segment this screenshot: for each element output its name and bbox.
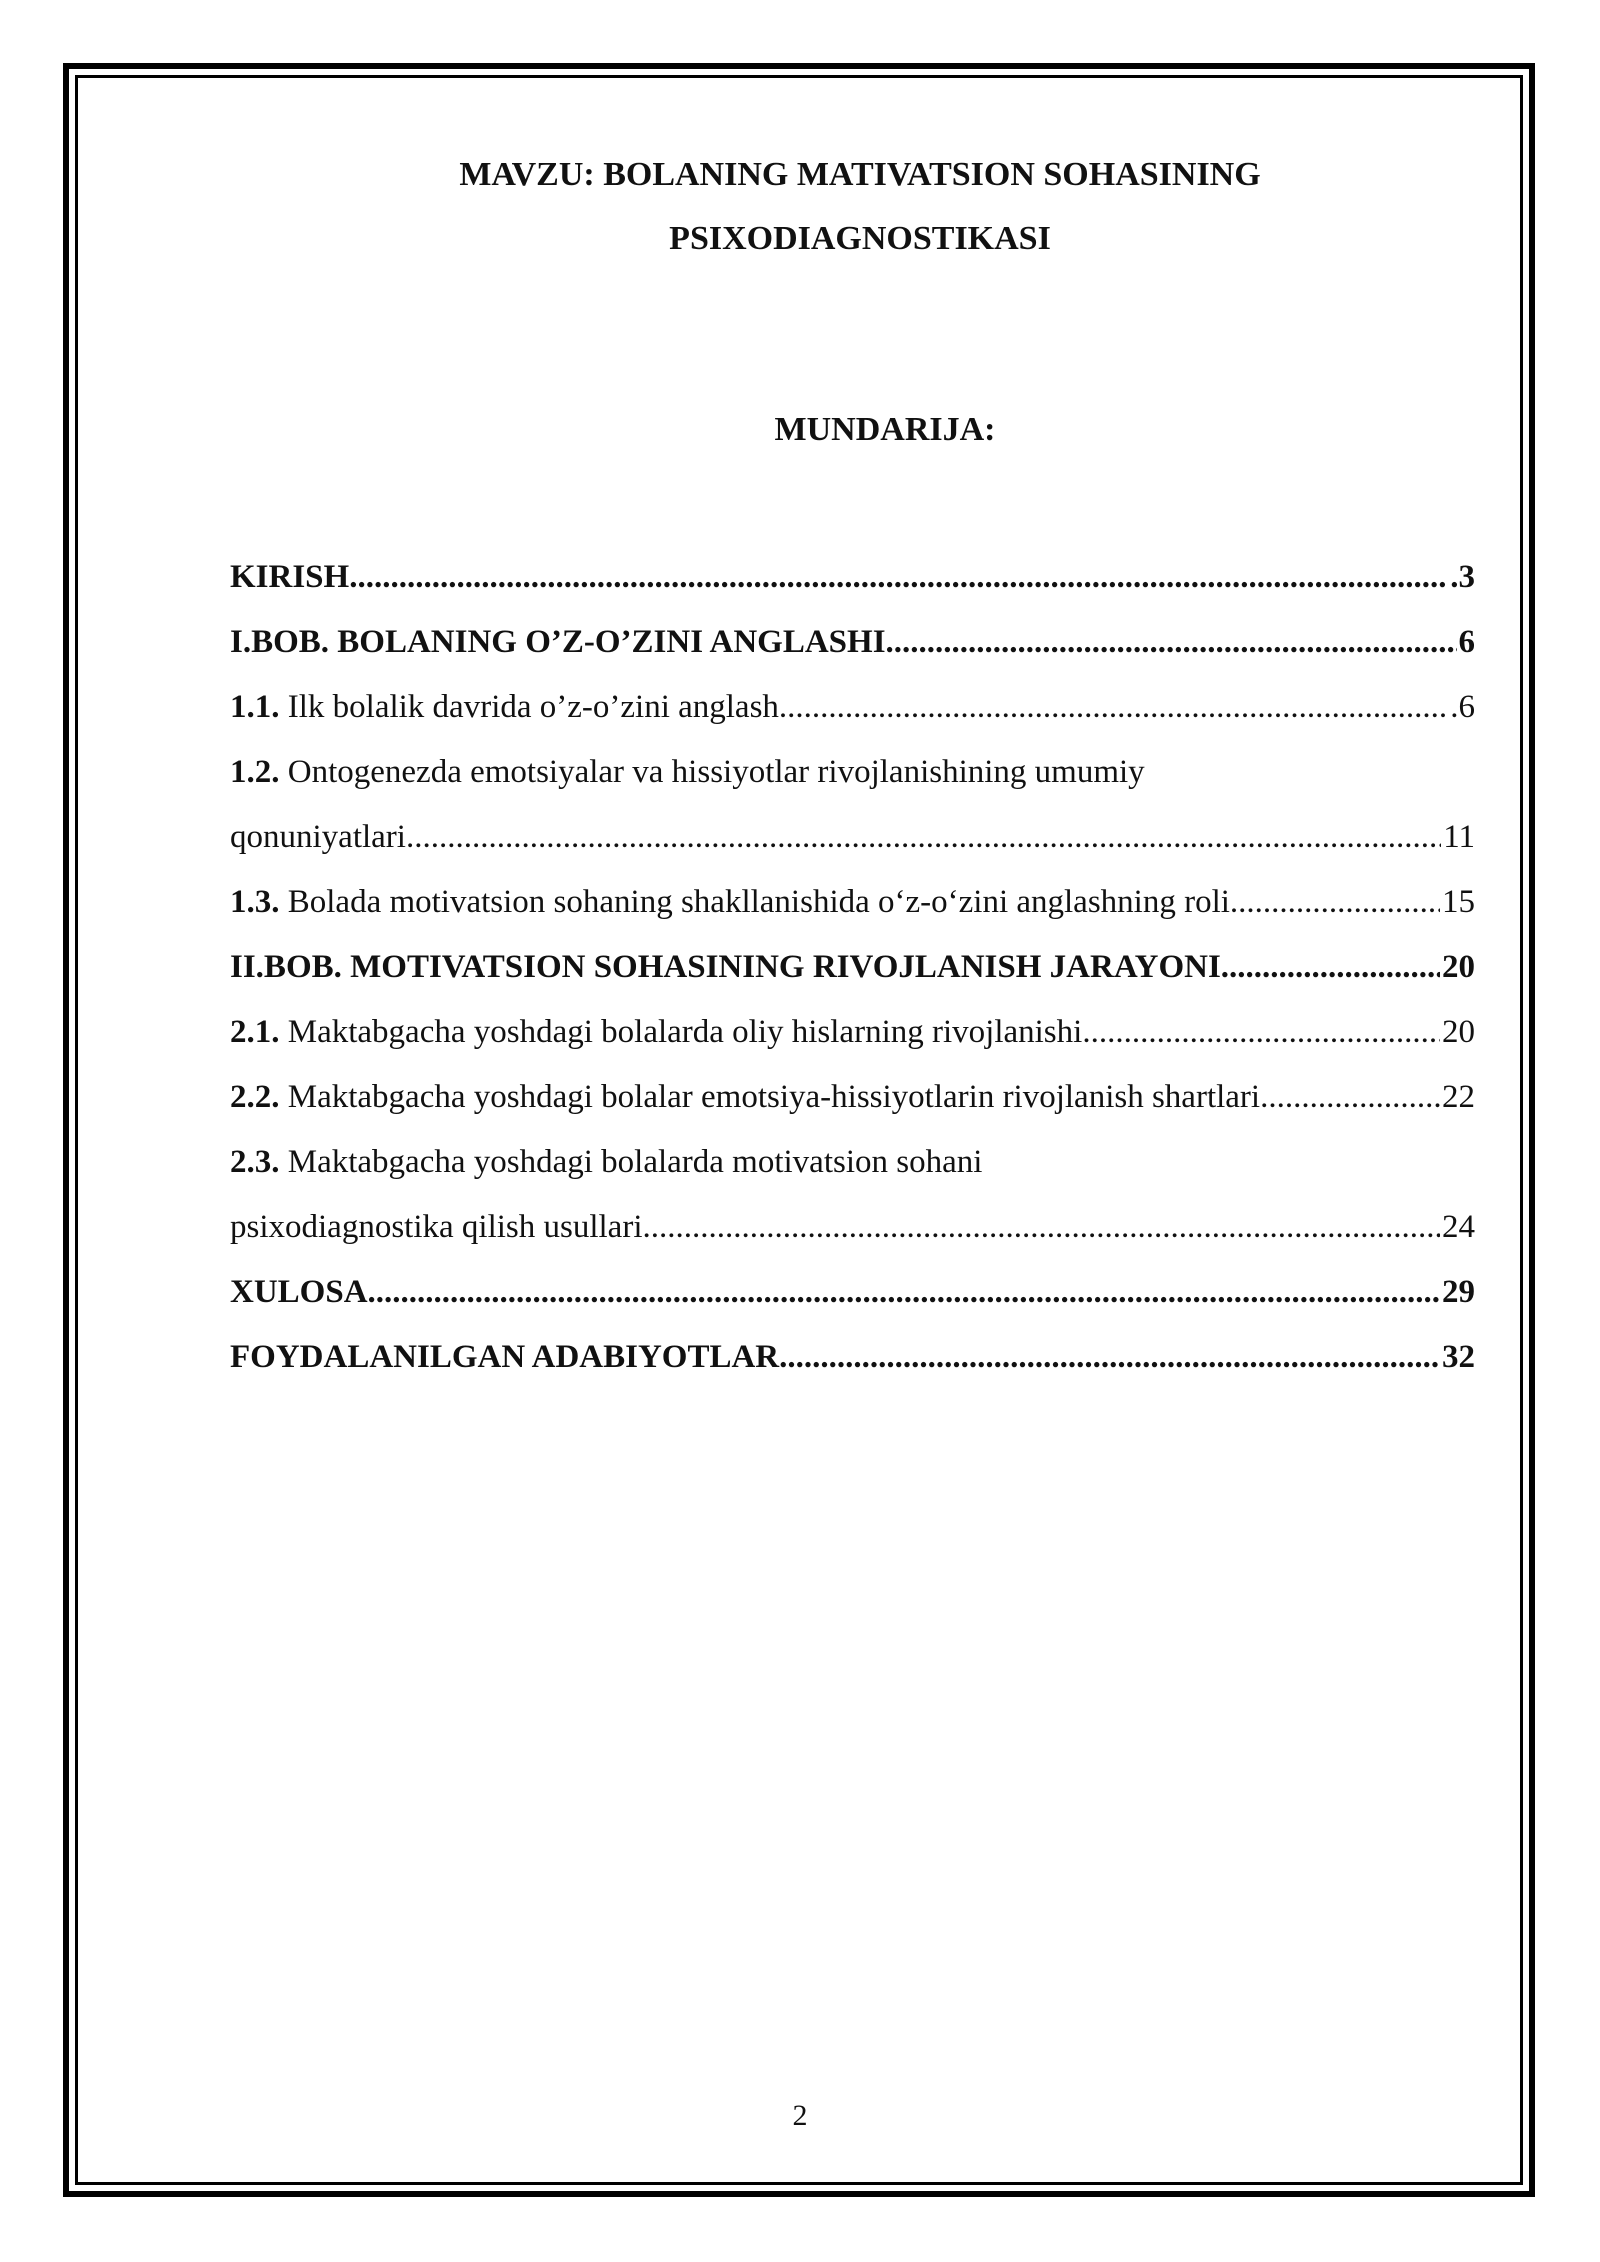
toc-entry-label [230, 1065, 1260, 1130]
toc-entry-text: Ilk bolalik davrida o’z-o’zini anglash [279, 689, 779, 725]
toc-leader-dots [886, 610, 1457, 675]
toc-page-number: 24 [1442, 1209, 1475, 1245]
toc-leader-dots [406, 805, 1441, 870]
toc-entry-section-1-2-continued[interactable] [230, 805, 1475, 870]
page-number: 2 [792, 2099, 808, 2132]
toc-entry-section-1-1[interactable] [230, 675, 1475, 740]
toc-leader-dots [1221, 935, 1440, 1000]
toc-page-number: 15 [1442, 884, 1475, 920]
toc-entry-label [230, 870, 1230, 935]
toc-heading: MUNDARIJA: [774, 411, 996, 448]
toc-page-number: 29 [1442, 1274, 1475, 1310]
toc-entry-text: Maktabgacha yoshdagi bolalar emotsiya-hissiyotlarin rivojlanish shartlari [279, 1079, 1261, 1115]
toc-entry-kirish[interactable] [230, 545, 1475, 610]
toc-page-number: .6 [1450, 689, 1475, 725]
toc-section-number: 1.2. [230, 754, 280, 790]
toc-entry-text: Ontogenezda emotsiyalar va hissiyotlar rivojlanishining umumiy [279, 754, 1145, 790]
toc-entry-section-1-2[interactable] [230, 740, 1475, 805]
table-of-contents [230, 545, 1475, 1390]
toc-entry-text: Maktabgacha yoshdagi bolalarda motivatsion sohani [279, 1144, 983, 1180]
toc-entry-label [230, 740, 1145, 805]
document-title-line2: PSIXODIAGNOSTIKASI [669, 220, 1051, 257]
toc-entry-text: I.BOB. BOLANING O’Z-O’ZINI ANGLASHI [230, 624, 886, 660]
toc-entry-text: Bolada motivatsion sohaning shakllanishida o‘z-o‘zini anglashning roli [279, 884, 1230, 920]
toc-leader-dots [779, 1325, 1440, 1390]
toc-section-number: 2.1. [230, 1014, 280, 1050]
toc-entry-section-2-3[interactable] [230, 1130, 1475, 1195]
toc-entry-text: XULOSA [230, 1274, 368, 1310]
toc-page-number: 11 [1443, 819, 1475, 855]
toc-entry-text: II.BOB. MOTIVATSION SOHASINING RIVOJLANISH JARAYONI [230, 949, 1221, 985]
toc-page-number: 32 [1442, 1339, 1475, 1375]
toc-page-number: .3 [1450, 559, 1475, 595]
toc-entry-text: qonuniyatlari [230, 819, 406, 855]
toc-page-number: 22 [1442, 1079, 1475, 1115]
toc-entry-text: FOYDALANILGAN ADABIYOTLAR [230, 1339, 780, 1375]
toc-entry-section-2-3-continued[interactable] [230, 1195, 1475, 1260]
toc-entry-adabiyotlar[interactable] [230, 1325, 1475, 1390]
toc-leader-dots [1082, 1000, 1440, 1065]
toc-entry-label [230, 675, 779, 740]
toc-entry-label [230, 1130, 982, 1195]
toc-entry-section-2-1[interactable] [230, 1000, 1475, 1065]
toc-entry-text: KIRISH [230, 559, 350, 595]
toc-page-number: 20 [1442, 949, 1475, 985]
toc-entry-chapter-1[interactable] [230, 610, 1475, 675]
toc-page-number: 6 [1458, 624, 1475, 660]
toc-section-number: 2.3. [230, 1144, 280, 1180]
toc-entry-label [230, 1000, 1082, 1065]
toc-leader-dots [642, 1195, 1440, 1260]
toc-section-number: 2.2. [230, 1079, 280, 1115]
toc-entry-xulosa[interactable] [230, 1260, 1475, 1325]
toc-leader-dots [368, 1260, 1440, 1325]
toc-leader-dots [1260, 1065, 1440, 1130]
toc-entry-section-2-2[interactable] [230, 1065, 1475, 1130]
toc-entry-section-1-3[interactable] [230, 870, 1475, 935]
toc-page-number: 20 [1442, 1014, 1475, 1050]
toc-section-number: 1.1. [230, 689, 280, 725]
toc-leader-dots [779, 675, 1448, 740]
toc-entry-text: psixodiagnostika qilish usullari [230, 1209, 643, 1245]
toc-leader-dots [1230, 870, 1440, 935]
toc-leader-dots [349, 545, 1448, 610]
toc-entry-text: Maktabgacha yoshdagi bolalarda oliy hislarning rivojlanishi [279, 1014, 1083, 1050]
toc-entry-chapter-2[interactable] [230, 935, 1475, 1000]
document-title-line1: MAVZU: BOLANING MATIVATSION SOHASINING [459, 156, 1261, 193]
toc-section-number: 1.3. [230, 884, 280, 920]
